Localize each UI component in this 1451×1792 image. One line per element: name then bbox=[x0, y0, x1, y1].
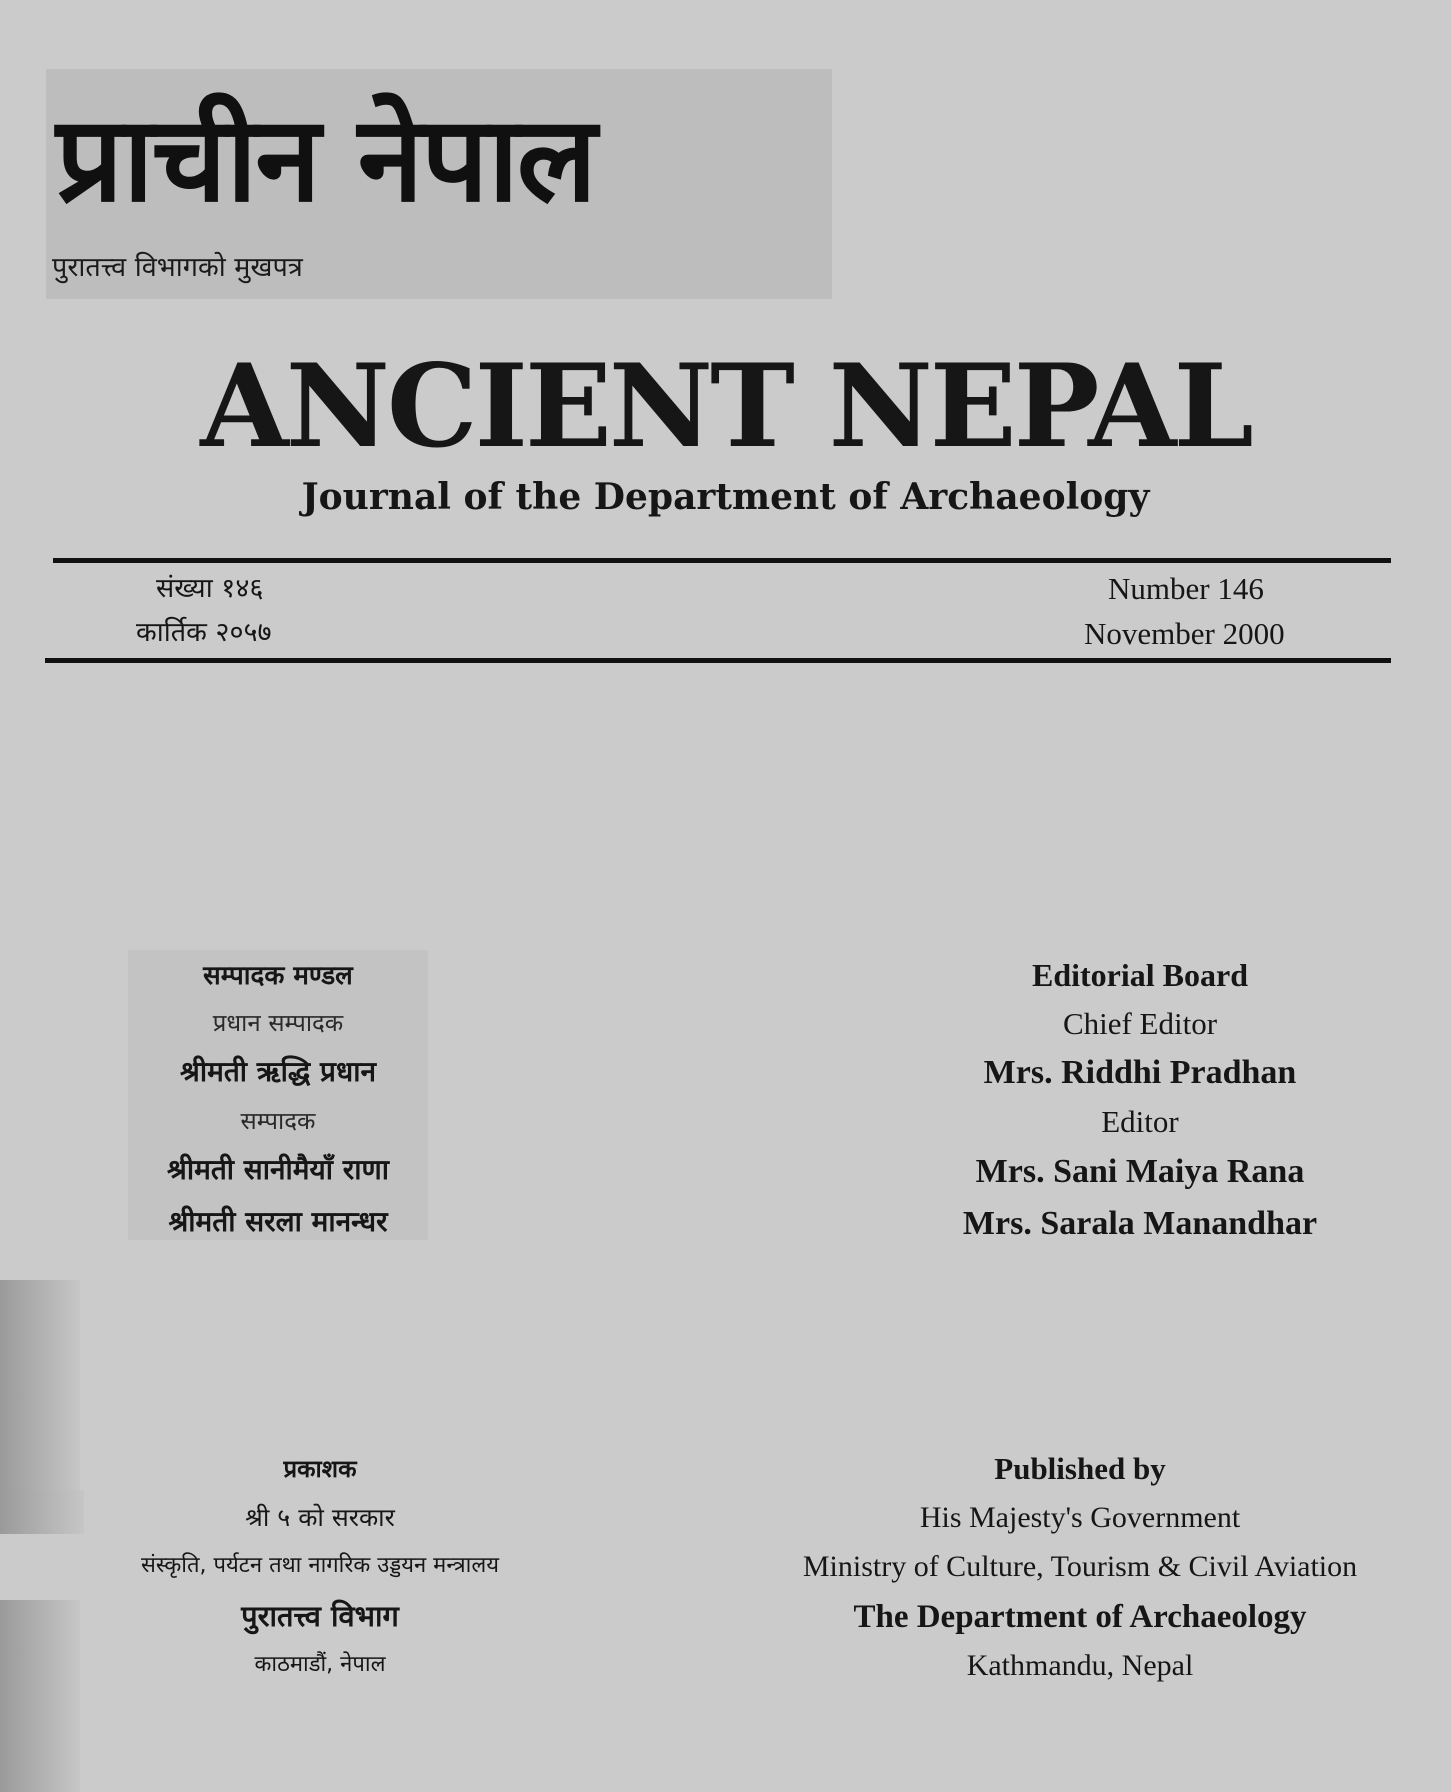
nepali-masthead bbox=[46, 69, 832, 299]
publisher-line-nepali: काठमाडौं, नेपाल bbox=[254, 1652, 386, 1677]
publisher-heading-nepali: प्रकाशक bbox=[283, 1455, 357, 1483]
journal-title: ANCIENT NEPAL bbox=[200, 339, 1251, 473]
editor-name-nepali: श्रीमती सानीमैयाँ राणा bbox=[167, 1153, 389, 1186]
nepali-issue-date: कार्तिक २०५७ bbox=[136, 617, 272, 648]
issue-date: November 2000 bbox=[1084, 616, 1285, 651]
bottom-rule bbox=[45, 658, 1391, 663]
editor-name-nepali: श्रीमती सरला मानन्धर bbox=[168, 1205, 388, 1238]
journal-subtitle: Journal of the Department of Archaeology bbox=[301, 476, 1150, 518]
publisher-line-nepali: श्री ५ को सरकार bbox=[245, 1503, 395, 1532]
publisher-line-nepali: पुरातत्त्व विभाग bbox=[241, 1599, 399, 1633]
editorial-board-nepali bbox=[128, 950, 428, 1240]
editor-name: Mrs. Sarala Manandhar bbox=[962, 1205, 1318, 1242]
publisher-heading: Published by bbox=[994, 1451, 1166, 1486]
chief-editor-role: Chief Editor bbox=[1062, 1006, 1218, 1041]
publisher-line: His Majesty's Government bbox=[919, 1501, 1241, 1534]
editorial-board-english bbox=[900, 950, 1380, 1250]
editor-role: Editor bbox=[1101, 1104, 1179, 1139]
nepali-subtitle: पुरातत्त्व विभागको मुखपत्र bbox=[52, 252, 303, 283]
publisher-line: Ministry of Culture, Tourism & Civil Aviation bbox=[802, 1550, 1358, 1583]
nepali-issue-number: संख्या १४६ bbox=[156, 573, 264, 604]
publisher-english bbox=[760, 1444, 1400, 1690]
publisher-line: The Department of Archaeology bbox=[853, 1599, 1307, 1635]
publisher-line-nepali: संस्कृति, पर्यटन तथा नागरिक उड्डयन मन्त्रालय bbox=[140, 1553, 500, 1578]
nepali-title: प्राचीन नेपाल bbox=[56, 89, 595, 228]
editorial-heading: Editorial Board bbox=[1031, 957, 1248, 993]
issue-number: Number 146 bbox=[1108, 571, 1264, 606]
chief-editor-role-nepali: प्रधान सम्पादक bbox=[212, 1009, 344, 1037]
editor-name: Mrs. Sani Maiya Rana bbox=[975, 1153, 1305, 1190]
editorial-heading-nepali: सम्पादक मण्डल bbox=[203, 961, 353, 991]
top-rule bbox=[53, 558, 1391, 563]
chief-editor-name: Mrs. Riddhi Pradhan bbox=[983, 1054, 1297, 1091]
editor-role-nepali: सम्पादक bbox=[240, 1107, 316, 1135]
publisher-nepali bbox=[40, 1444, 600, 1688]
chief-editor-name-nepali: श्रीमती ऋद्धि प्रधान bbox=[180, 1055, 376, 1088]
publisher-line: Kathmandu, Nepal bbox=[966, 1649, 1194, 1682]
